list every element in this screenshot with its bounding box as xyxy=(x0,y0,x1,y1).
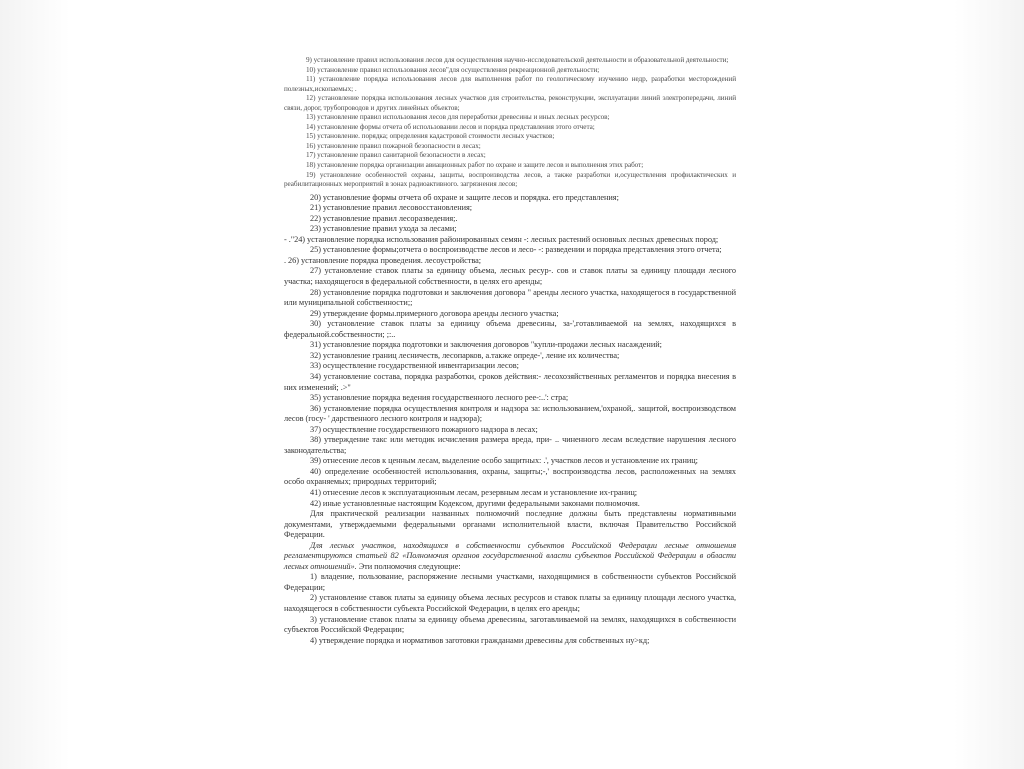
paragraph: - ."24) установление порядка использования районированных семян -: лесных растений основных лесных древесных пород; xyxy=(284,234,719,244)
paragraph: 30) установление ставок платы за единицу объема древесины, за-',готавливаемой на землях, находящихся в федеральной.собственности; ;:.. xyxy=(284,319,736,339)
paragraph: 14) установление формы отчета об использовании лесов и порядка представления этого отчета; xyxy=(306,122,595,131)
paragraph: 42) иные установленные настоящим Кодексом, другими федеральными законами полномочия. xyxy=(310,498,640,508)
paragraph: 31) установление порядка подготовки и заключения договоров "купли-продажи лесных насаждений; xyxy=(310,340,662,350)
paragraph: 41) отнесение лесов к эксплуатационным лесам, резервным лесам и установление их-границ; xyxy=(310,487,638,497)
paragraph: 39) отнесение лесов к ценным лесам, выделение особо защитных: .', участков лесов и установление их границ; xyxy=(310,456,698,466)
small-text-section xyxy=(284,56,736,190)
paragraph: 15) установление. порядка; определения кадастровой стоимости лесных участков; xyxy=(306,132,555,141)
paragraph: 29) утверждение формы.примерного договора аренды лесного участка; xyxy=(310,308,559,318)
paragraph: 37) осуществление государственного пожарного надзора в лесах; xyxy=(310,424,538,434)
paragraph: 16) установление правил пожарной безопасности в лесах; xyxy=(306,141,481,150)
paragraph: 17) установление правил санитарной безопасности в лесах; xyxy=(306,151,486,160)
paragraph: 25) установление формы;отчета о воспроизводстве лесов и лесо- -: разведении и порядка представления этого отчета; xyxy=(310,245,722,255)
paragraph: 21) установление правил лесовосстановления; xyxy=(310,203,472,213)
paragraph: 20) установление формы отчета об охране и защите лесов и порядка. его представления; xyxy=(310,192,619,202)
paragraph: 40) определение особенностей использования, охраны, защиты;-,' воспроизводства лесов, расположенных на землях особо охраняемых; природных территорий; xyxy=(284,466,736,487)
paragraph: 12) установление порядка использования лесных участков для строительства, реконструкции, эксплуатации линий электропередачи, линий связи, дорог, трубопроводов и других линейных объектов; xyxy=(284,94,736,112)
paragraph: 4) утверждение порядка и нормативов заготовки гражданами древесины для собственных ну>кд; xyxy=(310,635,650,645)
paragraph: 10) установление правил использования лесов"для осуществления рекреационной деятельности; xyxy=(306,65,600,74)
paragraph: 28) установление порядка подготовки и заключения договора " аренды лесного участка, находящегося в государственной или муниципальной собственности;; xyxy=(284,287,736,308)
paragraph: 27) установление ставок платы за единицу объема, лесных ресур-. сов и ставок платы за единицу площади лесного участка; находящегося в федеральной собственности, в целях его аренды; xyxy=(284,266,736,287)
paragraph: 33) осуществление государственной инвентаризации лесов; xyxy=(310,361,519,371)
paragraph: Для практической реализации названных полномочий последние должны быть представлены нормативными документами, утверждаемыми федеральными органами исполнительной власти, включая Правительство Российской Федерации. xyxy=(284,509,736,540)
paragraph: 23) установление правил ухода за лесами; xyxy=(310,224,457,234)
paragraph: 18) установление порядка организации авиационных работ по охране и защите лесов и выполнения этих работ; xyxy=(306,161,644,170)
paragraph: 3) установление ставок платы за единицу объема древесины, заготавливаемой на землях, находящихся в собственности субъектов Российской Федерации; xyxy=(284,614,736,635)
italic-text: Для лесных участков, находящихся в собственности субъектов Российской Федерации лесные отношения регламентируются статьей 82 «Полномочия органов государственной власти субъектов Российской Федерации в области лесных отношений». xyxy=(284,540,736,571)
paragraph xyxy=(284,541,736,573)
paragraph: 36) установление порядка осуществления контроля и надзора за: использованием,'охраной,. защитой, воспроизводством лесов (госу- ' дарственного лесного контроля и надзора); xyxy=(284,403,736,424)
paragraph: 9) установление правил использования лесов для осуществления научно-исследовательской деятельности и образовательной деятельности; xyxy=(306,56,729,64)
paragraph: 22) установление правил лесоразведения;. xyxy=(310,213,458,223)
document-text xyxy=(284,56,736,646)
paragraph: 32) установление границ лесничеств, лесопарков, а.также опреде-', ление их количества; xyxy=(310,350,620,360)
paragraph: 13) установление правил использования лесов для переработки древесины и иных лесных ресурсов; xyxy=(306,113,610,122)
paragraph: 34) установление состава, порядка разработки, сроков действия:- лесохозяйственных регламентов и порядка внесения в них изменений; .>" xyxy=(284,371,736,392)
paragraph: 2) установление ставок платы за единицу объема лесных ресурсов и ставок платы за единицу площади лесного участка, находящегося в собственности субъекта Российской Федерации, в целях его аренды; xyxy=(284,593,736,613)
paragraph: 19) установление особенностей охраны, защиты, воспроизводства лесов, а также разработки и,осуществления профилактических и реабилитационных мероприятий в зонах радиоактивного. загрязнения лесов; xyxy=(284,170,736,189)
paragraph: 38) утверждение такс или методик исчисления размера вреда, при- .. чиненного лесам вследствие нарушения лесного законодательства; xyxy=(284,435,736,455)
paragraph: 1) владение, пользование, распоряжение лесными участками, находящимися в собственности субъектов Российской Федерации; xyxy=(284,572,736,592)
paragraph: 35) установление порядка ведения государственного лесного рее-:..': стра; xyxy=(310,393,569,403)
main-text-section xyxy=(284,193,736,647)
paragraph: . 26) установление порядка проведения. лесоустройства; xyxy=(284,255,481,265)
paragraph-tail: Эти полномочия следующие: xyxy=(356,561,461,571)
paragraph: 11) установление порядка использования лесов для выполнения работ по геологическому изучению недр, разработки месторождений полезных,ископаемых; . xyxy=(284,75,736,93)
